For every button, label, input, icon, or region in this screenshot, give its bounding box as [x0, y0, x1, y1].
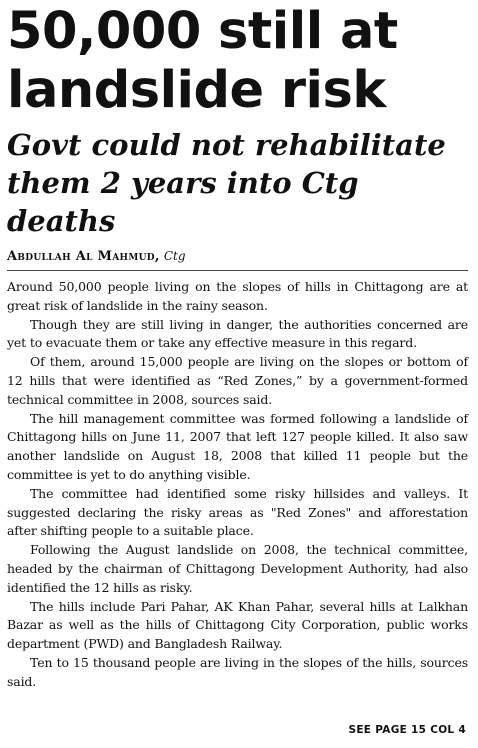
headline: 50,000 still at landslide risk: [7, 2, 398, 120]
subheadline: Govt could not rehabilitate them 2 years into Ctg deaths: [7, 128, 446, 238]
article-paragraph: Though they are still living in danger, the authorities concerned are yet to evacuate them or take any effective measure in this regard.: [7, 316, 468, 351]
article-paragraph: Following the August landslide on 2008, the technical committee, headed by the chairman of Chittagong Development Authority, had also identified the 12 hills as risky.: [7, 542, 468, 595]
article-paragraph: Around 50,000 people living on the slopes of hills in Chittagong are at great risk of landslide in the rainy season.: [7, 279, 468, 313]
byline-location: Ctg: [163, 249, 186, 263]
article-paragraph: Ten to 15 thousand people are living in the slopes of the hills, sources said.: [7, 654, 468, 689]
article-paragraph: The hill management committee was formed following a landslide of Chittagong hills on June 11, 2007 that left 127 people killed. It also saw another landslide on August 18, 2008 that killed 11 people but the committee is yet to do anything visible.: [7, 410, 468, 482]
article-paragraph: The committee had identified some risky hillsides and valleys. It suggested declaring the risky areas as "Red Zones" and afforestation after shifting people to a suitable place.: [7, 485, 468, 539]
byline-author: Abdullah Al Mahmud,: [7, 249, 160, 264]
continuation-jump-line: SEE PAGE 15 COL 4: [348, 724, 466, 736]
article-paragraph: Of them, around 15,000 people are living on the slopes or bottom of 12 hills that were identified as “Red Zones,” by a government-formed technical committee in 2008, sources said.: [7, 354, 468, 407]
article-body: [7, 278, 468, 692]
article-paragraph: The hills include Pari Pahar, AK Khan Pahar, several hills at Lalkhan Bazar as well as the hills of Chittagong City Corporation, public works department (PWD) and Bangladesh Railway.: [7, 598, 468, 652]
byline: [7, 249, 468, 271]
